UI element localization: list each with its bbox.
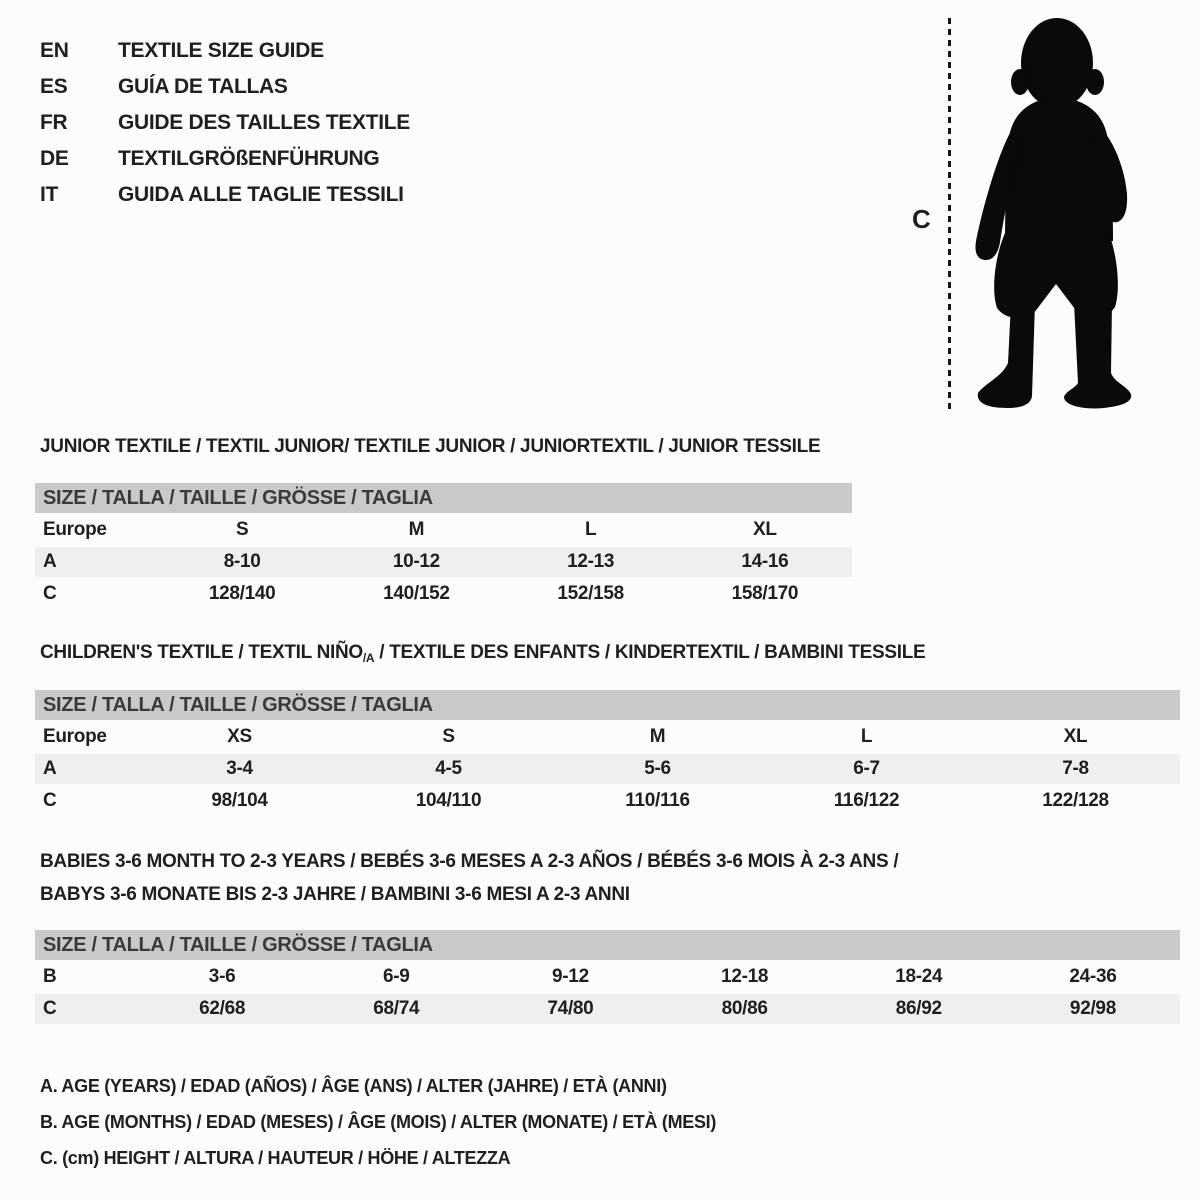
row-label: Europe: [43, 726, 107, 747]
table-cell: 74/80: [547, 998, 594, 1019]
table-cell: XS: [227, 726, 252, 747]
language-row: [40, 69, 410, 105]
table-cell: 12-13: [567, 551, 615, 572]
table-row: [35, 547, 852, 577]
size-header-bar: SIZE / TALLA / TAILLE / GRÖSSE / TAGLIA: [35, 690, 1180, 720]
table-cell: 122/128: [1042, 790, 1109, 811]
row-label: C: [43, 583, 57, 604]
table-cell: 8-10: [223, 551, 261, 572]
junior-section-title: JUNIOR TEXTILE / TEXTIL JUNIOR/ TEXTILE JUNIOR / JUNIORTEXTIL / JUNIOR TESSILE: [40, 436, 821, 457]
table-cell: 6-9: [382, 966, 410, 987]
children-title-pre: CHILDREN'S TEXTILE / TEXTIL NIÑO: [40, 642, 363, 663]
babies-title-line2: BABYS 3-6 MONATE BIS 2-3 JAHRE / BAMBINI 3-6 MESI A 2-3 ANNI: [40, 884, 630, 905]
table-cell: M: [408, 519, 425, 540]
language-row: [40, 33, 410, 69]
table-cell: 128/140: [208, 583, 276, 604]
table-row: [35, 515, 852, 545]
babies-section-title: [40, 845, 898, 911]
table-cell: M: [649, 726, 666, 747]
babies-title-line1: BABIES 3-6 MONTH TO 2-3 YEARS / BEBÉS 3-6 MESES A 2-3 AÑOS / BÉBÉS 3-6 MOIS À 2-3 ANS /: [40, 851, 899, 872]
table-row: [35, 754, 1180, 784]
row-label: Europe: [43, 519, 107, 540]
language-code: EN: [40, 39, 69, 62]
children-title-subscript: /A: [362, 651, 375, 665]
language-row: [40, 141, 410, 177]
table-cell: 9-12: [552, 966, 589, 987]
size-header-bar: SIZE / TALLA / TAILLE / GRÖSSE / TAGLIA: [35, 483, 852, 513]
table-cell: 68/74: [373, 998, 420, 1019]
table-cell: 152/158: [557, 583, 624, 604]
language-code: FR: [40, 111, 68, 134]
language-code: DE: [40, 147, 69, 170]
language-row: [40, 177, 410, 213]
babies-size-table: [35, 930, 1180, 1024]
table-cell: L: [860, 726, 873, 747]
table-row: [35, 994, 1180, 1024]
table-cell: 104/110: [415, 790, 482, 811]
table-cell: 116/122: [833, 790, 900, 811]
table-cell: L: [584, 519, 597, 540]
table-row: [35, 722, 1180, 752]
legend-line-a: A. AGE (YEARS) / EDAD (AÑOS) / ÂGE (ANS) / ALTER (JAHRE) / ETÀ (ANNI): [40, 1076, 667, 1096]
height-measure-label: C: [912, 204, 931, 234]
table-cell: 3-6: [208, 966, 236, 987]
language-code: ES: [40, 75, 68, 98]
table-cell: 14-16: [741, 551, 789, 572]
table-row: [35, 579, 852, 609]
children-size-table: [35, 690, 1180, 816]
table-cell: 5-6: [644, 758, 671, 779]
table-cell: 3-4: [226, 758, 253, 779]
row-label: B: [43, 966, 57, 987]
table-row: [35, 786, 1180, 816]
table-cell: 12-18: [721, 966, 769, 987]
table-cell: XL: [1063, 726, 1088, 747]
legend-line-b: B. AGE (MONTHS) / EDAD (MESES) / ÂGE (MOIS) / ALTER (MONATE) / ETÀ (MESI): [40, 1112, 717, 1132]
children-title-post: / TEXTILE DES ENFANTS / KINDERTEXTIL / BAMBINI TESSILE: [374, 642, 926, 663]
table-cell: 80/86: [721, 998, 768, 1019]
language-row: [40, 105, 410, 141]
height-dashed-line: [948, 18, 951, 414]
table-cell: 98/104: [211, 790, 268, 811]
guide-title: TEXTILE SIZE GUIDE: [118, 39, 324, 62]
table-cell: XL: [753, 519, 777, 540]
table-cell: 140/152: [383, 583, 450, 604]
junior-size-table: [35, 483, 852, 609]
table-cell: 158/170: [731, 583, 799, 604]
guide-title: GUÍA DE TALLAS: [118, 75, 288, 98]
table-cell: S: [442, 726, 455, 747]
row-label: A: [43, 551, 57, 572]
guide-title: TEXTILGRÖßENFÜHRUNG: [118, 147, 380, 170]
table-cell: 86/92: [895, 998, 942, 1019]
children-section-title: [40, 642, 925, 665]
row-label: C: [43, 790, 57, 811]
table-cell: 7-8: [1062, 758, 1089, 779]
table-cell: 4-5: [435, 758, 462, 779]
table-cell: 6-7: [853, 758, 880, 779]
row-label: C: [43, 998, 57, 1019]
size-header-bar: SIZE / TALLA / TAILLE / GRÖSSE / TAGLIA: [35, 930, 1180, 960]
row-label: A: [43, 758, 57, 779]
measurement-legend: [40, 1068, 716, 1176]
table-cell: 24-36: [1069, 966, 1117, 987]
guide-title: GUIDE DES TAILLES TEXTILE: [118, 111, 410, 134]
language-code: IT: [40, 183, 59, 206]
table-cell: S: [235, 519, 249, 540]
table-cell: 18-24: [895, 966, 943, 987]
table-cell: 62/68: [199, 998, 246, 1019]
table-cell: 10-12: [392, 551, 440, 572]
language-title-list: [40, 33, 410, 213]
table-row: [35, 962, 1180, 992]
table-cell: 110/116: [625, 790, 690, 811]
legend-line-c: C. (cm) HEIGHT / ALTURA / HAUTEUR / HÖHE / ALTEZZA: [40, 1148, 511, 1168]
toddler-silhouette-image: [956, 13, 1148, 415]
guide-title: GUIDA ALLE TAGLIE TESSILI: [118, 183, 404, 206]
table-cell: 92/98: [1069, 998, 1116, 1019]
